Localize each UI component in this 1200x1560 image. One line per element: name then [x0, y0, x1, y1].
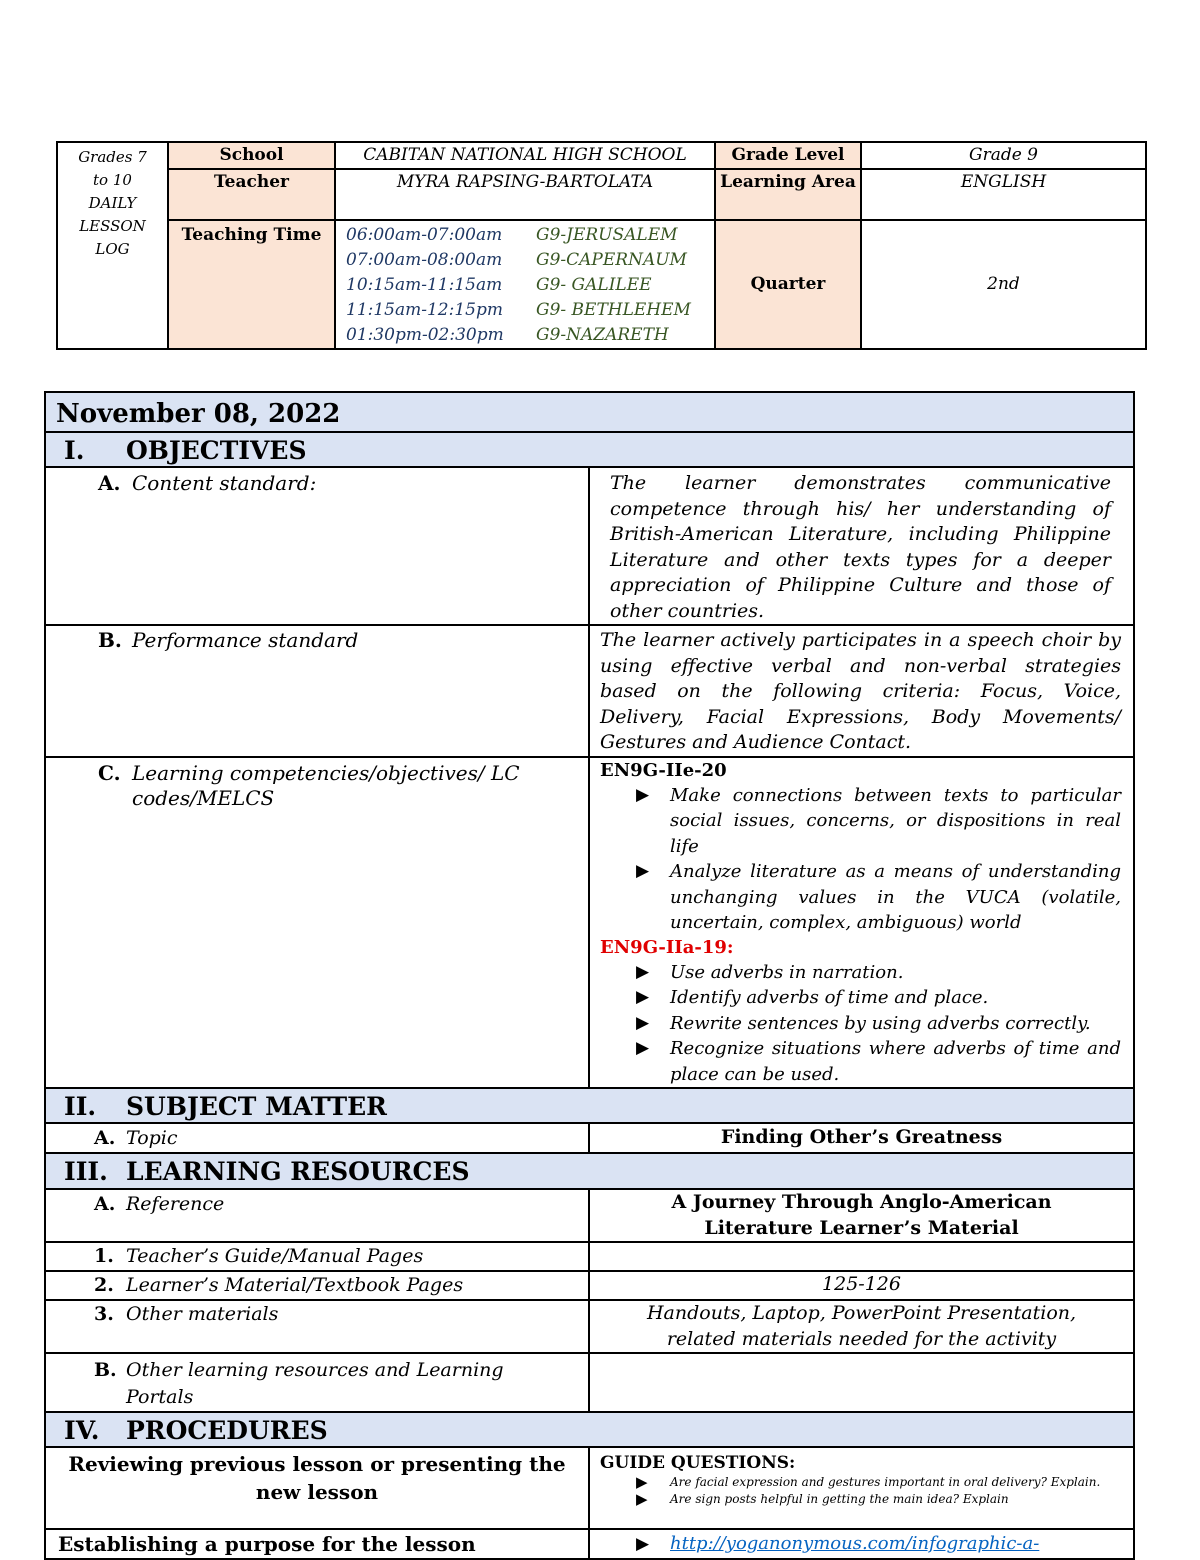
quarter-value: 2nd [861, 220, 1146, 349]
list-item: ▶ Make connections between texts to particular social issues, concerns, or dispositions in real life [590, 783, 1133, 860]
learners-material-value: 125-126 [589, 1271, 1134, 1300]
reference-value: A Journey Through Anglo-American Literature Learner’s Material [589, 1189, 1134, 1242]
right-triangle-icon: ▶ [636, 861, 650, 881]
content-standard-label: A. Content standard: [45, 467, 589, 625]
competencies-content [589, 757, 1134, 1089]
performance-standard-text: The learner actively participates in a speech choir by using effective verbal and non-verbal strategies based on the following criteria: Focus, Voice, Delivery, Facial Expressions, Body Movements/ Gestures and Audience Contact. [589, 625, 1134, 757]
purpose-label: Establishing a purpose for the lesson [45, 1529, 589, 1559]
list-item: ▶ Recognize situations where adverbs of time and place can be used. [590, 1036, 1133, 1087]
list-item: ▶ Identify adverbs of time and place. [590, 985, 1133, 1011]
right-triangle-icon: ▶ [636, 1534, 650, 1554]
list-item: ▶ Are sign posts helpful in getting the main idea? Explain [636, 1490, 1009, 1508]
performance-standard-label: B. Performance standard [45, 625, 589, 757]
log-title: Grades 7 to 10 DAILY LESSON LOG [57, 142, 168, 349]
lesson-table [44, 391, 1135, 1560]
list-item: ▶ Use adverbs in narration. [590, 960, 1133, 986]
purpose-content [589, 1529, 1134, 1559]
learning-area-label: Learning Area [715, 169, 861, 220]
right-triangle-icon: ▶ [636, 1490, 648, 1508]
right-triangle-icon: ▶ [636, 784, 650, 805]
right-triangle-icon: ▶ [636, 1473, 648, 1491]
topic-label: A. Topic [45, 1123, 589, 1153]
other-resources-label: B. Other learning resources and Learning Portals [45, 1353, 589, 1412]
teaching-time-label: Teaching Time [168, 220, 335, 349]
grade-level-label: Grade Level [715, 142, 861, 169]
schedule-row: 06:00am-07:00am G9-JERUSALEM [346, 225, 678, 245]
right-triangle-icon: ▶ [636, 961, 650, 982]
school-label: School [168, 142, 335, 169]
competencies-label: C. Learning competencies/objectives/ LC codes/MELCS [45, 757, 589, 1089]
section-subject-matter: II. SUBJECT MATTER [45, 1088, 1134, 1123]
teachers-guide-label: 1. Teacher’s Guide/Manual Pages [45, 1242, 589, 1271]
competency-code: EN9G-IIe-20 [600, 759, 727, 781]
lesson-date: November 08, 2022 [45, 392, 1134, 432]
teachers-guide-value [589, 1242, 1134, 1271]
competency-code-red: EN9G-IIa-19: [600, 936, 734, 958]
schedule [335, 220, 715, 349]
header-table [56, 141, 1147, 350]
reference-label: A. Reference [45, 1189, 589, 1242]
guide-questions [589, 1447, 1134, 1529]
grade-level-value: Grade 9 [861, 142, 1146, 169]
quarter-label: Quarter [715, 220, 861, 349]
schedule-row: 07:00am-08:00am G9-CAPERNAUM [346, 250, 687, 270]
list-item: ▶ Are facial expression and gestures important in oral delivery? Explain. [636, 1473, 1101, 1491]
right-triangle-icon: ▶ [636, 1038, 650, 1058]
right-triangle-icon: ▶ [636, 987, 650, 1007]
reviewing-label: Reviewing previous lesson or presenting the new lesson [45, 1447, 589, 1529]
guide-title: GUIDE QUESTIONS: [600, 1453, 796, 1473]
right-triangle-icon: ▶ [636, 1012, 650, 1033]
purpose-link[interactable]: http://yoganonymous.com/infographic-a- [670, 1533, 1040, 1554]
list-item: ▶ Analyze literature as a means of understanding unchanging values in the VUCA (volatile, uncertain, complex, ambiguous) world [590, 859, 1133, 936]
teacher-value: MYRA RAPSING-BARTOLATA [335, 169, 715, 220]
section-objectives: I. OBJECTIVES [45, 432, 1134, 467]
other-materials-value: Handouts, Laptop, PowerPoint Presentation, related materials needed for the activity [589, 1300, 1134, 1353]
section-learning-resources: III. LEARNING RESOURCES [45, 1153, 1134, 1189]
school-value: CABITAN NATIONAL HIGH SCHOOL [335, 142, 715, 169]
schedule-row: 01:30pm-02:30pm G9-NAZARETH [346, 325, 669, 345]
other-resources-value [589, 1353, 1134, 1412]
schedule-row: 11:15am-12:15pm G9- BETHLEHEM [346, 300, 691, 320]
other-materials-label: 3. Other materials [45, 1300, 589, 1353]
list-item: ▶ Rewrite sentences by using adverbs correctly. [590, 1011, 1133, 1037]
learners-material-label: 2. Learner’s Material/Textbook Pages [45, 1271, 589, 1300]
topic-value: Finding Other’s Greatness [589, 1123, 1134, 1153]
content-standard-text: The learner demonstrates communicative competence through his/ her understanding of British-American Literature, including Philippine Literature and other texts types for a deeper appreciation of Philippine Culture and those of other countries. [589, 467, 1134, 625]
section-procedures: IV. PROCEDURES [45, 1412, 1134, 1447]
teacher-label: Teacher [168, 169, 335, 220]
learning-area-value: ENGLISH [861, 169, 1146, 220]
schedule-row: 10:15am-11:15am G9- GALILEE [346, 275, 652, 295]
